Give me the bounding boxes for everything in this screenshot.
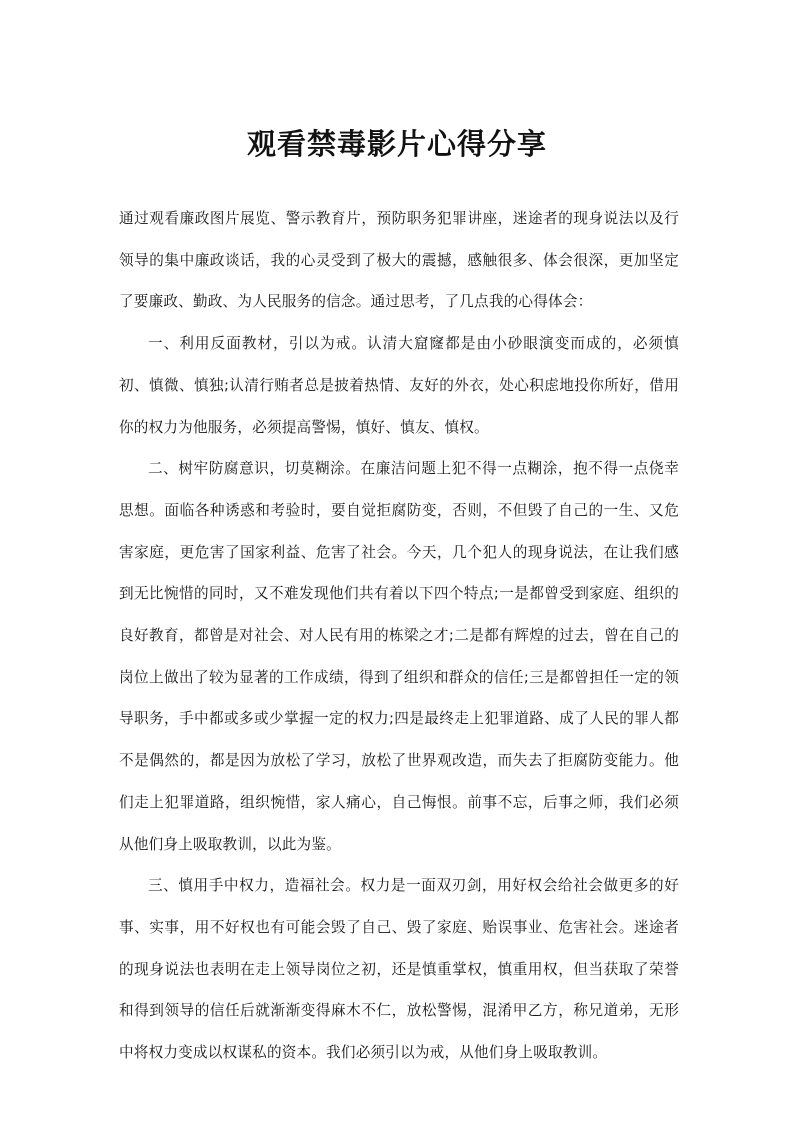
point-two-paragraph: 二、树牢防腐意识，切莫糊涂。在廉洁问题上犯不得一点糊涂，抱不得一点侥幸思想。面临各种诱惑和考验时，要自觉拒腐防变，否则，不但毁了自己的一生、又危害家庭，更危害了国家利益、危害了社会。今天，几个犯人的现身说法，在让我们感到无比惋惜的同时，又不难发现他们共有着以下四个特点;一是都曾受到家庭、组织的良好教育，都曾是对社会、对人民有用的栋梁之才;二是都有辉煌的过去，曾在自己的岗位上做出了较为显著的工作成绩，得到了组织和群众的信任;三是都曾担任一定的领导职务，手中都或多或少掌握一定的权力;四是最终走上犯罪道路、成了人民的罪人都不是偶然的，都是因为放松了学习，放松了世界观改造，而失去了拒腐防变能力。他们走上犯罪道路，组织惋惜，家人痛心，自己悔恨。前事不忘，后事之师，我们必须从他们身上吸取教训，以此为鉴。	[119, 460, 679, 853]
intro-paragraph: 通过观看廉政图片展览、警示教育片，预防职务犯罪讲座，迷途者的现身说法以及行领导的集中廉政谈话，我的心灵受到了极大的震撼，感触很多、体会很深，更加坚定了要廉政、勤政、为人民服务的信念。通过思考，了几点我的心得体会：	[119, 210, 679, 311]
document-title: 观看禁毒影片心得分享	[246, 127, 547, 161]
point-one-paragraph: 一、利用反面教材，引以为戒。认清大窟窿都是由小砂眼演变而成的，必须慎初、慎微、慎独;认清行贿者总是披着热情、友好的外衣，处心积虑地投你所好，借用你的权力为他服务，必须提高警惕，慎好、慎友、慎权。	[119, 335, 679, 436]
point-three-paragraph: 三、慎用手中权力，造福社会。权力是一面双刃剑，用好权会给社会做更多的好事、实事，用不好权也有可能会毁了自己、毁了家庭、贻误事业、危害社会。迷途者的现身说法也表明在走上领导岗位之初，还是慎重掌权，慎重用权，但当获取了荣誉和得到领导的信任后就渐渐变得麻木不仁，放松警惕，混淆甲乙方，称兄道弟，无形中将权力变成以权谋私的资本。我们必须引以为戒，从他们身上吸取教训。	[119, 877, 679, 1062]
document-body	[119, 198, 679, 1074]
